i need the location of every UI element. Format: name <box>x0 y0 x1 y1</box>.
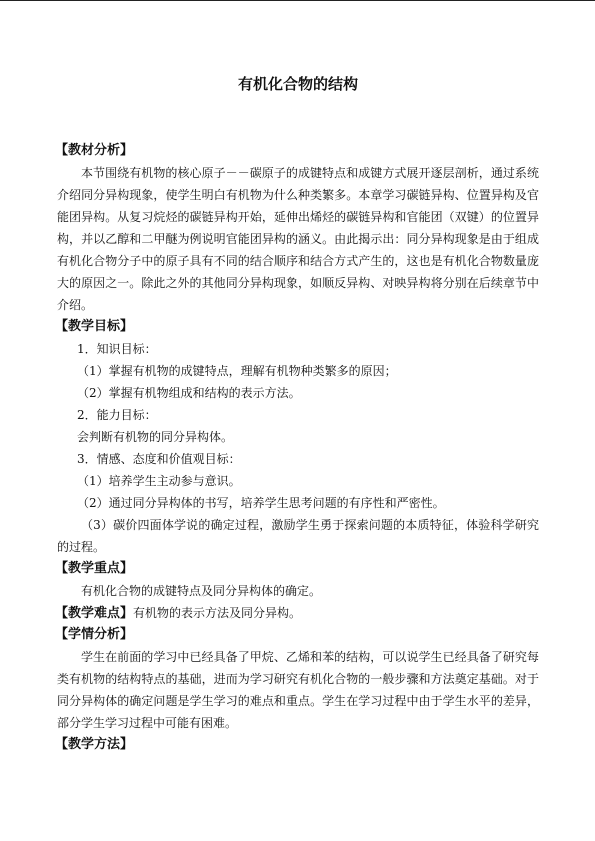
goal-ability-title: 2．能力目标： <box>77 408 157 422</box>
goal-emotion-item-1: （1）培养学生主动参与意识。 <box>77 474 241 488</box>
section-students <box>57 624 539 734</box>
top-border-line <box>0 0 595 1</box>
section-heading-difficulties: 【教学难点】 <box>55 606 134 621</box>
section-heading-methods: 【教学方法】 <box>55 737 134 752</box>
difficulties-text: 有机物的表示方法及同分异构。 <box>133 606 302 620</box>
key-points-text: 有机化合物的成键特点及同分异构体的确定。 <box>81 584 322 598</box>
goal-knowledge-title: 1．知识目标： <box>77 342 157 356</box>
section-methods <box>57 734 539 756</box>
goal-emotion-title: 3．情感、态度和价值观目标： <box>77 452 241 466</box>
students-paragraph: 学生在前面的学习中已经具备了甲烷、乙烯和苯的结构，可以说学生已经具备了研究每类有机物的结构特点的基础，进而为学习研究有机化合物的一般步骤和方法奠定基础。对于同分异构体的确定问题是学生学习的难点和重点。学生在学习过程中由于学生水平的差异，部分学生学习过程中可能有困难。 <box>57 650 539 730</box>
analysis-paragraph: 本节围绕有机物的核心原子－－碳原子的成键特点和成键方式展开逐层剖析，通过系统介绍同分异构现象，使学生明白有机物为什么种类繁多。本章学习碳链异构、位置异构及官能团异构。从复习烷烃的碳链异构开始，延伸出烯烃的碳链异构和官能团（双键）的位置异构，并以乙醇和二甲醚为例说明官能团异构的涵义。由此揭示出：同分异构现象是由于组成有机化合物分子中的原子具有不同的结合顺序和结合方式产生的，这也是有机化合物数量庞大的原因之一。除此之外的其他同分异构现象，如顺反异构、对映异构将分别在后续章节中介绍。 <box>57 166 539 312</box>
goal-emotion-item-2: （2）通过同分异构体的书写，培养学生思考问题的有序性和严密性。 <box>77 496 445 510</box>
page-title: 有机化合物的结构 <box>237 75 358 93</box>
section-heading-goals: 【教学目标】 <box>55 319 134 334</box>
section-key-points <box>57 558 539 602</box>
section-difficulties <box>57 602 539 625</box>
section-heading-key-points: 【教学重点】 <box>55 561 134 576</box>
goal-knowledge-item-1: （1）掌握有机物的成键特点，理解有机物种类繁多的原因； <box>77 364 397 378</box>
goal-knowledge-item-2: （2）掌握有机物组成和结构的表示方法。 <box>77 386 301 400</box>
section-analysis <box>57 140 539 316</box>
section-heading-analysis: 【教材分析】 <box>55 143 134 158</box>
goal-ability-item-1: 会判断有机物的同分异构体。 <box>77 430 234 444</box>
goal-emotion-item-3: （3）碳价四面体学说的确定过程，激励学生勇于探索问题的本质特征，体验科学研究的过程。 <box>57 518 539 554</box>
section-heading-students: 【学情分析】 <box>55 627 134 642</box>
section-goals <box>57 316 539 558</box>
